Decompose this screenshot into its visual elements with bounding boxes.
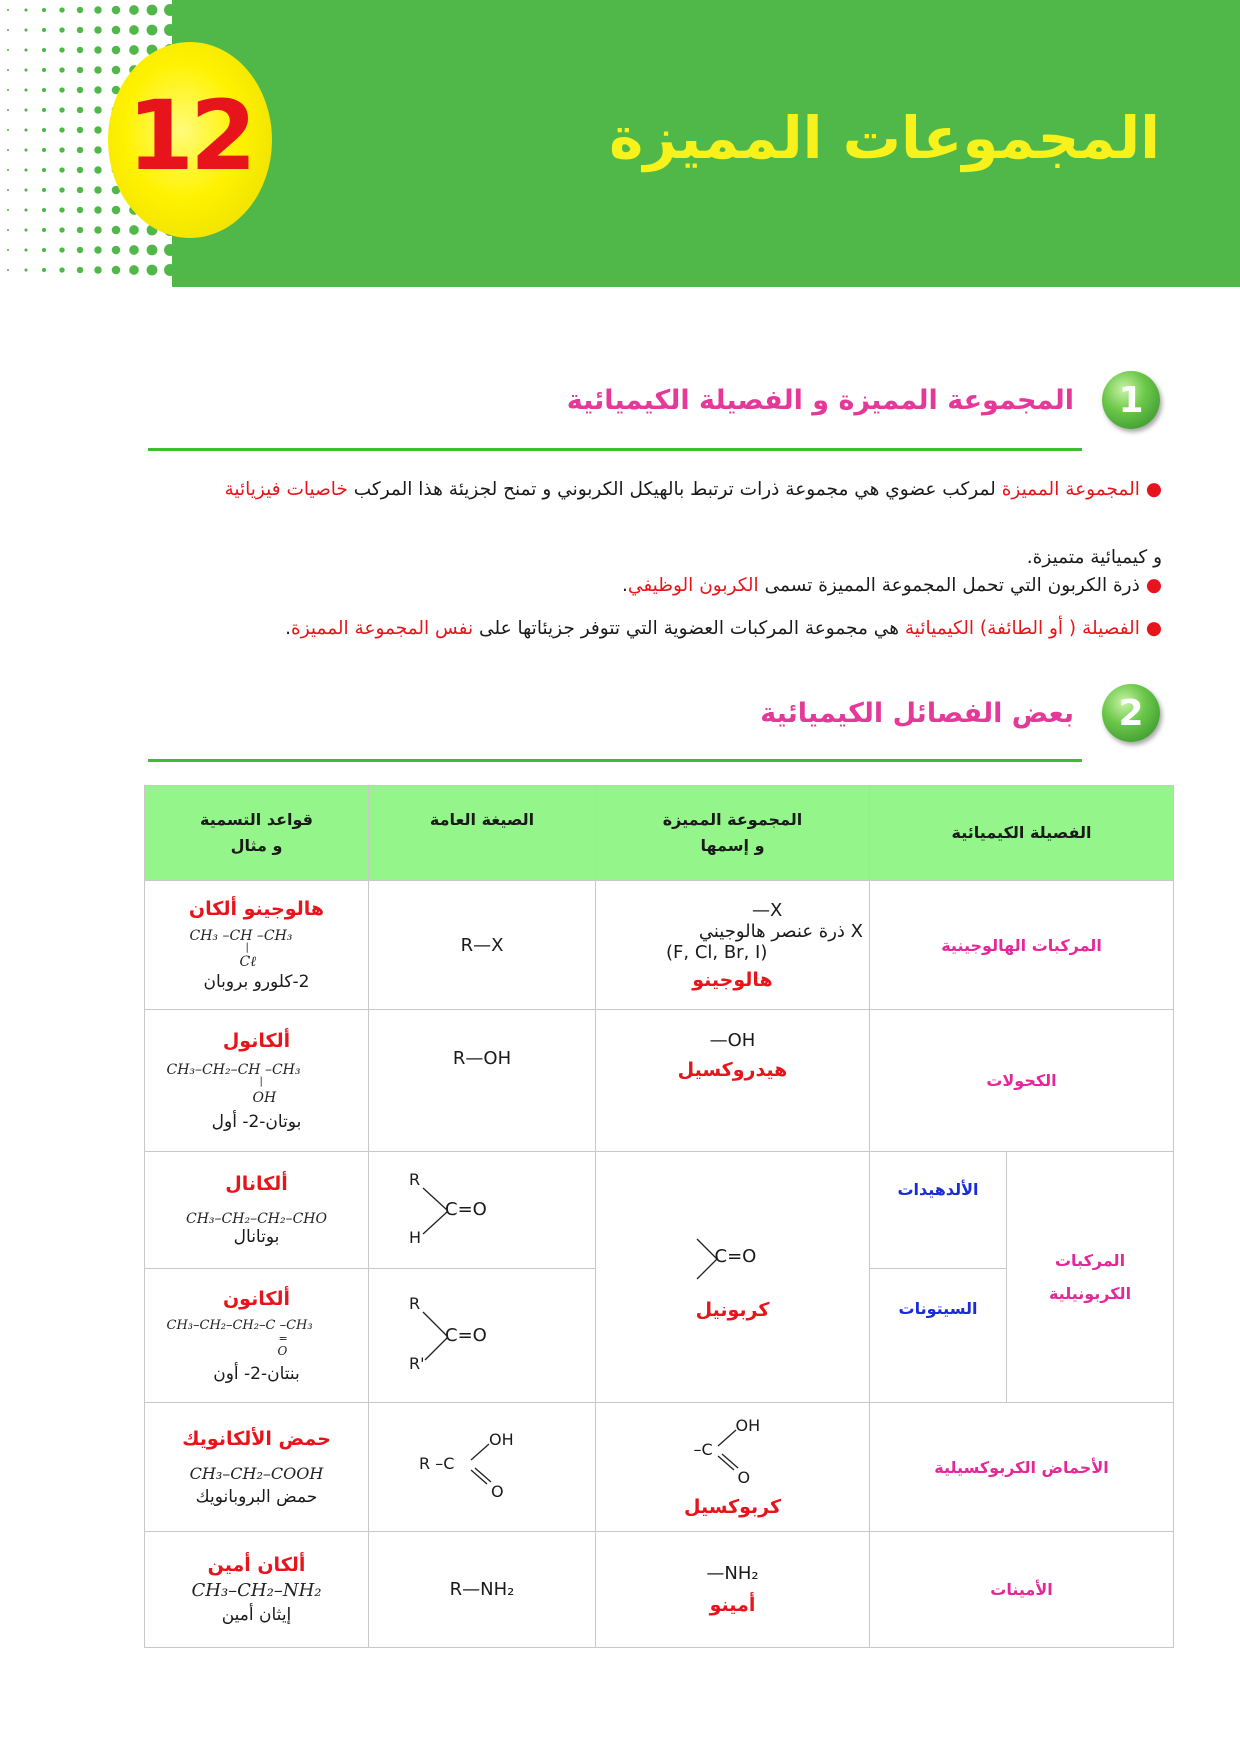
bond-vertical: | <box>245 942 249 953</box>
chapter-number-badge <box>108 42 272 238</box>
example-title: ألكانول <box>222 1029 291 1052</box>
oxygen-label: O <box>737 1468 751 1487</box>
halftone-dot <box>77 87 83 93</box>
subfamily-label: الألدهيدات <box>897 1180 979 1199</box>
halftone-dot <box>59 7 64 12</box>
halftone-dot <box>24 68 27 71</box>
halftone-dot <box>94 186 102 194</box>
r-prime-group: R' <box>409 1353 425 1373</box>
halftone-dot <box>7 149 9 151</box>
halogen-list: (F, Cl, Br, I) <box>666 941 768 963</box>
example-aldehyde <box>144 1151 369 1269</box>
chemical-families-table <box>144 785 1174 1666</box>
family-label: الأمينات <box>990 1580 1053 1599</box>
paragraph-text: لمركب عضوي هي مجموعة ذرات ترتبط بالهيكل الكربوني و تمنح لجزيئة هذا المركب <box>347 479 1002 500</box>
halftone-dot <box>42 128 46 132</box>
r-group: R <box>409 1170 421 1189</box>
group-description: X ذرة عنصر هالوجيني <box>698 920 863 942</box>
halftone-dot <box>59 27 64 32</box>
halftone-dot <box>7 249 9 251</box>
r-carbon-label: R –C <box>419 1454 455 1473</box>
example-formula <box>167 1062 347 1112</box>
halftone-dot <box>24 108 27 111</box>
general-formula: R—X <box>460 934 504 956</box>
paragraph-text: . <box>622 575 628 596</box>
paragraph-text: هي مجموعة المركبات العضوية التي تتوفر جزيئاتها على <box>473 618 905 639</box>
group-alcohol <box>595 1009 870 1152</box>
halftone-dot <box>7 89 9 91</box>
term-highlight: المجموعة المميزة <box>1001 479 1140 500</box>
halftone-dot <box>42 48 46 52</box>
halftone-dot <box>42 68 46 72</box>
halftone-dot <box>7 269 9 271</box>
group-acid <box>595 1402 870 1532</box>
halftone-dot <box>94 46 102 54</box>
halftone-dot <box>42 8 46 12</box>
general-halo <box>368 880 596 1010</box>
group-formula: —NH₂ <box>706 1563 759 1584</box>
example-title: هالوجينو ألكان <box>188 898 325 920</box>
paragraph-definition <box>122 470 1162 578</box>
halftone-dot <box>42 208 46 212</box>
group-amine <box>595 1531 870 1648</box>
example-title: ألكانون <box>222 1287 291 1310</box>
r-group: R <box>409 1293 421 1313</box>
halftone-dot <box>77 7 83 13</box>
halftone-dot <box>129 245 139 255</box>
halftone-dot <box>42 148 46 152</box>
halftone-dot <box>77 207 83 213</box>
example-ketone <box>144 1268 369 1403</box>
group-name: أمينو <box>709 1594 756 1616</box>
example-halo <box>144 880 369 1010</box>
paragraph-text: و كيميائية متميزة. <box>1026 547 1162 568</box>
group-carbonyl <box>595 1151 870 1403</box>
halftone-dot <box>94 146 102 154</box>
example-formula <box>167 1318 347 1364</box>
oxygen-label: O <box>491 1482 504 1501</box>
halftone-dot <box>59 187 64 192</box>
halftone-dot <box>129 25 139 35</box>
paragraph-text: ذرة الكربون التي تحمل المجموعة المميزة تسمى <box>758 575 1140 596</box>
group-formula: C=O <box>714 1246 757 1267</box>
term-highlight: خاصيات فيزيائية <box>224 479 348 500</box>
halftone-dot <box>77 67 83 73</box>
bullet-icon: ● <box>1145 618 1162 639</box>
section-title: المجموعة المميزة و الفصيلة الكيميائية <box>566 384 1074 416</box>
halftone-dot <box>94 206 102 214</box>
halftone-dot <box>147 245 158 256</box>
subfamily-ketone <box>869 1268 1007 1403</box>
formula-main: CH₃–CH₂–CH –CH₃ <box>166 1061 301 1078</box>
formula-branch: OH <box>252 1089 277 1106</box>
header-label: قواعد التسمية <box>200 810 313 829</box>
general-acid <box>368 1402 596 1532</box>
halftone-dot <box>77 147 83 153</box>
section-divider <box>148 448 1082 451</box>
halftone-dot <box>112 46 121 55</box>
halftone-dot <box>112 226 121 235</box>
halftone-dot <box>59 127 64 132</box>
group-name: كربونيل <box>695 1299 770 1321</box>
halftone-dot <box>42 188 46 192</box>
halftone-dot <box>94 6 102 14</box>
page-header <box>0 0 1240 287</box>
halftone-dot <box>77 107 83 113</box>
header-label: و إسمها <box>700 836 765 855</box>
halftone-dot <box>112 26 121 35</box>
general-ketone <box>368 1268 596 1403</box>
paragraph-functional-carbon <box>122 566 1162 606</box>
chapter-number: 12 <box>127 80 253 192</box>
halftone-dot <box>94 266 102 274</box>
halftone-dot <box>94 106 102 114</box>
chapter-title: المجموعات المميزة <box>609 104 1160 172</box>
bullet-icon: ● <box>1145 575 1162 596</box>
group-name: كربوكسيل <box>683 1496 781 1518</box>
halftone-dot <box>59 67 64 72</box>
example-acid <box>144 1402 369 1532</box>
halftone-dot <box>7 109 9 111</box>
example-title: ألكانال <box>225 1173 288 1195</box>
carbonyl-structure <box>693 1233 773 1283</box>
halftone-dot <box>59 167 64 172</box>
halftone-dot <box>59 147 64 152</box>
halftone-dot <box>24 128 27 131</box>
formula-main: CH₃–CH₂–CH₂–C –CH₃ <box>166 1317 313 1333</box>
example-title: حمض الألكانويك <box>182 1427 331 1450</box>
bullet-icon: ● <box>1145 479 1162 500</box>
halftone-dot <box>24 8 27 11</box>
halftone-dot <box>77 267 83 273</box>
header-label: المجموعة المميزة <box>662 810 803 829</box>
carbonyl-formula: C=O <box>445 1199 487 1220</box>
halftone-dot <box>129 45 139 55</box>
halftone-dot <box>77 127 83 133</box>
halftone-dot <box>24 188 27 191</box>
general-amine <box>368 1531 596 1648</box>
example-formula <box>182 928 332 972</box>
family-alcohol <box>869 1009 1174 1152</box>
family-label: الكحولات <box>986 1071 1057 1090</box>
halftone-dot <box>7 9 9 11</box>
carboxyl-structure <box>688 1416 778 1490</box>
halftone-dot <box>7 69 9 71</box>
halftone-dot <box>129 265 139 275</box>
halftone-dot <box>24 248 27 251</box>
term-highlight: نفس المجموعة المميزة <box>291 618 474 639</box>
header-label: و مثال <box>230 836 283 855</box>
halftone-dot <box>112 66 121 75</box>
example-formula: CH₃–CH₂–COOH <box>189 1463 324 1483</box>
halftone-dot <box>94 66 102 74</box>
halftone-dot <box>59 267 64 272</box>
example-formula: CH₃–CH₂–CH₂–CHO <box>186 1211 327 1227</box>
halftone-dot <box>42 248 46 252</box>
halftone-dot <box>24 228 27 231</box>
header-label: الصيغة العامة <box>429 810 535 829</box>
term-highlight: الكربون الوظيفي <box>627 575 759 596</box>
term-highlight: الفصيلة ( أو الطائفة) الكيميائية <box>904 618 1140 639</box>
family-halo <box>869 880 1174 1010</box>
header-naming <box>144 785 369 881</box>
halftone-dot <box>7 209 9 211</box>
halftone-dot <box>42 228 46 232</box>
halftone-dot <box>7 189 9 191</box>
halftone-dot <box>77 47 83 53</box>
acid-structure <box>419 1430 529 1504</box>
h-atom: H <box>409 1228 422 1247</box>
halftone-dot <box>24 268 27 271</box>
halftone-dot <box>7 229 9 231</box>
example-name: بنتان-2- أون <box>213 1363 300 1384</box>
halftone-dot <box>42 28 46 32</box>
general-formula: R—OH <box>452 1048 512 1069</box>
halftone-dot <box>94 26 102 34</box>
halftone-dot <box>94 166 102 174</box>
halftone-dot <box>112 6 121 15</box>
example-title: ألكان أمين <box>207 1554 306 1576</box>
formula-branch: O <box>277 1343 288 1358</box>
example-formula: CH₃–CH₂–NH₂ <box>191 1580 322 1601</box>
halftone-dot <box>24 88 27 91</box>
aldehyde-structure <box>409 1170 519 1250</box>
bond-double: = <box>278 1331 288 1345</box>
halftone-dot <box>77 247 83 253</box>
paragraph-family <box>122 609 1162 649</box>
halftone-dot <box>147 265 158 276</box>
paragraph-text: . <box>285 618 292 639</box>
family-acid <box>869 1402 1174 1532</box>
family-amine <box>869 1531 1174 1648</box>
halftone-dot <box>112 246 121 255</box>
halftone-dot <box>94 246 102 254</box>
general-aldehyde <box>368 1151 596 1269</box>
group-formula: —X <box>752 899 783 921</box>
header-group <box>595 785 870 881</box>
halftone-dot <box>77 27 83 33</box>
section-title: بعض الفصائل الكيميائية <box>760 697 1074 729</box>
halftone-dot <box>112 206 121 215</box>
halftone-dot <box>77 227 83 233</box>
halftone-dot <box>24 28 27 31</box>
header-formula <box>368 785 596 881</box>
example-name: 2-كلورو بروبان <box>203 972 310 992</box>
general-formula: R—NH₂ <box>449 1579 515 1600</box>
section-2-heading <box>760 678 1160 748</box>
example-name: بوتانال <box>233 1227 280 1247</box>
halftone-dot <box>147 25 158 36</box>
carbon-label: –C <box>693 1440 713 1459</box>
halftone-dot <box>24 148 27 151</box>
section-number-badge: 1 <box>1102 371 1160 429</box>
ketone-structure <box>409 1294 519 1378</box>
hydroxyl-label: OH <box>489 1430 514 1449</box>
example-name: إيثان أمين <box>221 1605 292 1625</box>
family-label: المركبات الهالوجينية <box>941 935 1102 955</box>
halftone-dot <box>147 5 158 16</box>
general-alcohol <box>368 1009 596 1152</box>
subfamily-label: السيتونات <box>898 1299 978 1318</box>
section-1-heading <box>567 365 1160 435</box>
halftone-dot <box>59 207 64 212</box>
halftone-dot <box>42 168 46 172</box>
halftone-dot <box>94 226 102 234</box>
halftone-dot <box>94 126 102 134</box>
halftone-dot <box>7 29 9 31</box>
carbonyl-formula: C=O <box>445 1324 487 1346</box>
family-label: المركبات <box>1054 1251 1126 1270</box>
halftone-dot <box>77 187 83 193</box>
halftone-dot <box>94 86 102 94</box>
subfamily-aldehyde <box>869 1151 1007 1269</box>
halftone-dot <box>24 168 27 171</box>
hydroxyl-label: OH <box>735 1416 761 1435</box>
header-label: الفصيلة الكيميائية <box>951 823 1092 842</box>
halftone-dot <box>112 266 121 275</box>
group-formula: —OH <box>709 1030 756 1051</box>
section-divider <box>148 759 1082 762</box>
example-alcohol <box>144 1009 369 1152</box>
halftone-dot <box>59 87 64 92</box>
halftone-dot <box>59 47 64 52</box>
header-family <box>869 785 1174 881</box>
group-name: هالوجينو <box>692 968 773 991</box>
group-name: هيدروكسيل <box>677 1059 788 1081</box>
family-label: الأحماض الكربوكسيلية <box>934 1457 1109 1477</box>
section-number-badge: 2 <box>1102 684 1160 742</box>
halftone-dot <box>42 108 46 112</box>
halftone-dot <box>42 88 46 92</box>
halftone-dot <box>59 247 64 252</box>
formula-main: CH₃ –CH –CH₃ <box>189 928 293 944</box>
halftone-dot <box>7 129 9 131</box>
halftone-dot <box>129 225 139 235</box>
family-label: الكربونيلية <box>1048 1284 1132 1303</box>
halftone-dot <box>7 169 9 171</box>
halftone-dot <box>59 107 64 112</box>
bond-vertical: | <box>259 1075 263 1087</box>
family-carbonyl <box>1006 1151 1174 1403</box>
example-amine <box>144 1531 369 1648</box>
halftone-dot <box>42 268 46 272</box>
halftone-dot <box>7 49 9 51</box>
example-name: بوتان-2- أول <box>211 1111 302 1132</box>
formula-branch: Cℓ <box>239 954 257 970</box>
group-halo <box>595 880 870 1010</box>
halftone-dot <box>24 48 27 51</box>
halftone-dot <box>129 5 139 15</box>
halftone-dot <box>77 167 83 173</box>
example-name: حمض البروبانويك <box>195 1486 318 1507</box>
halftone-dot <box>24 208 27 211</box>
halftone-dot <box>59 227 64 232</box>
